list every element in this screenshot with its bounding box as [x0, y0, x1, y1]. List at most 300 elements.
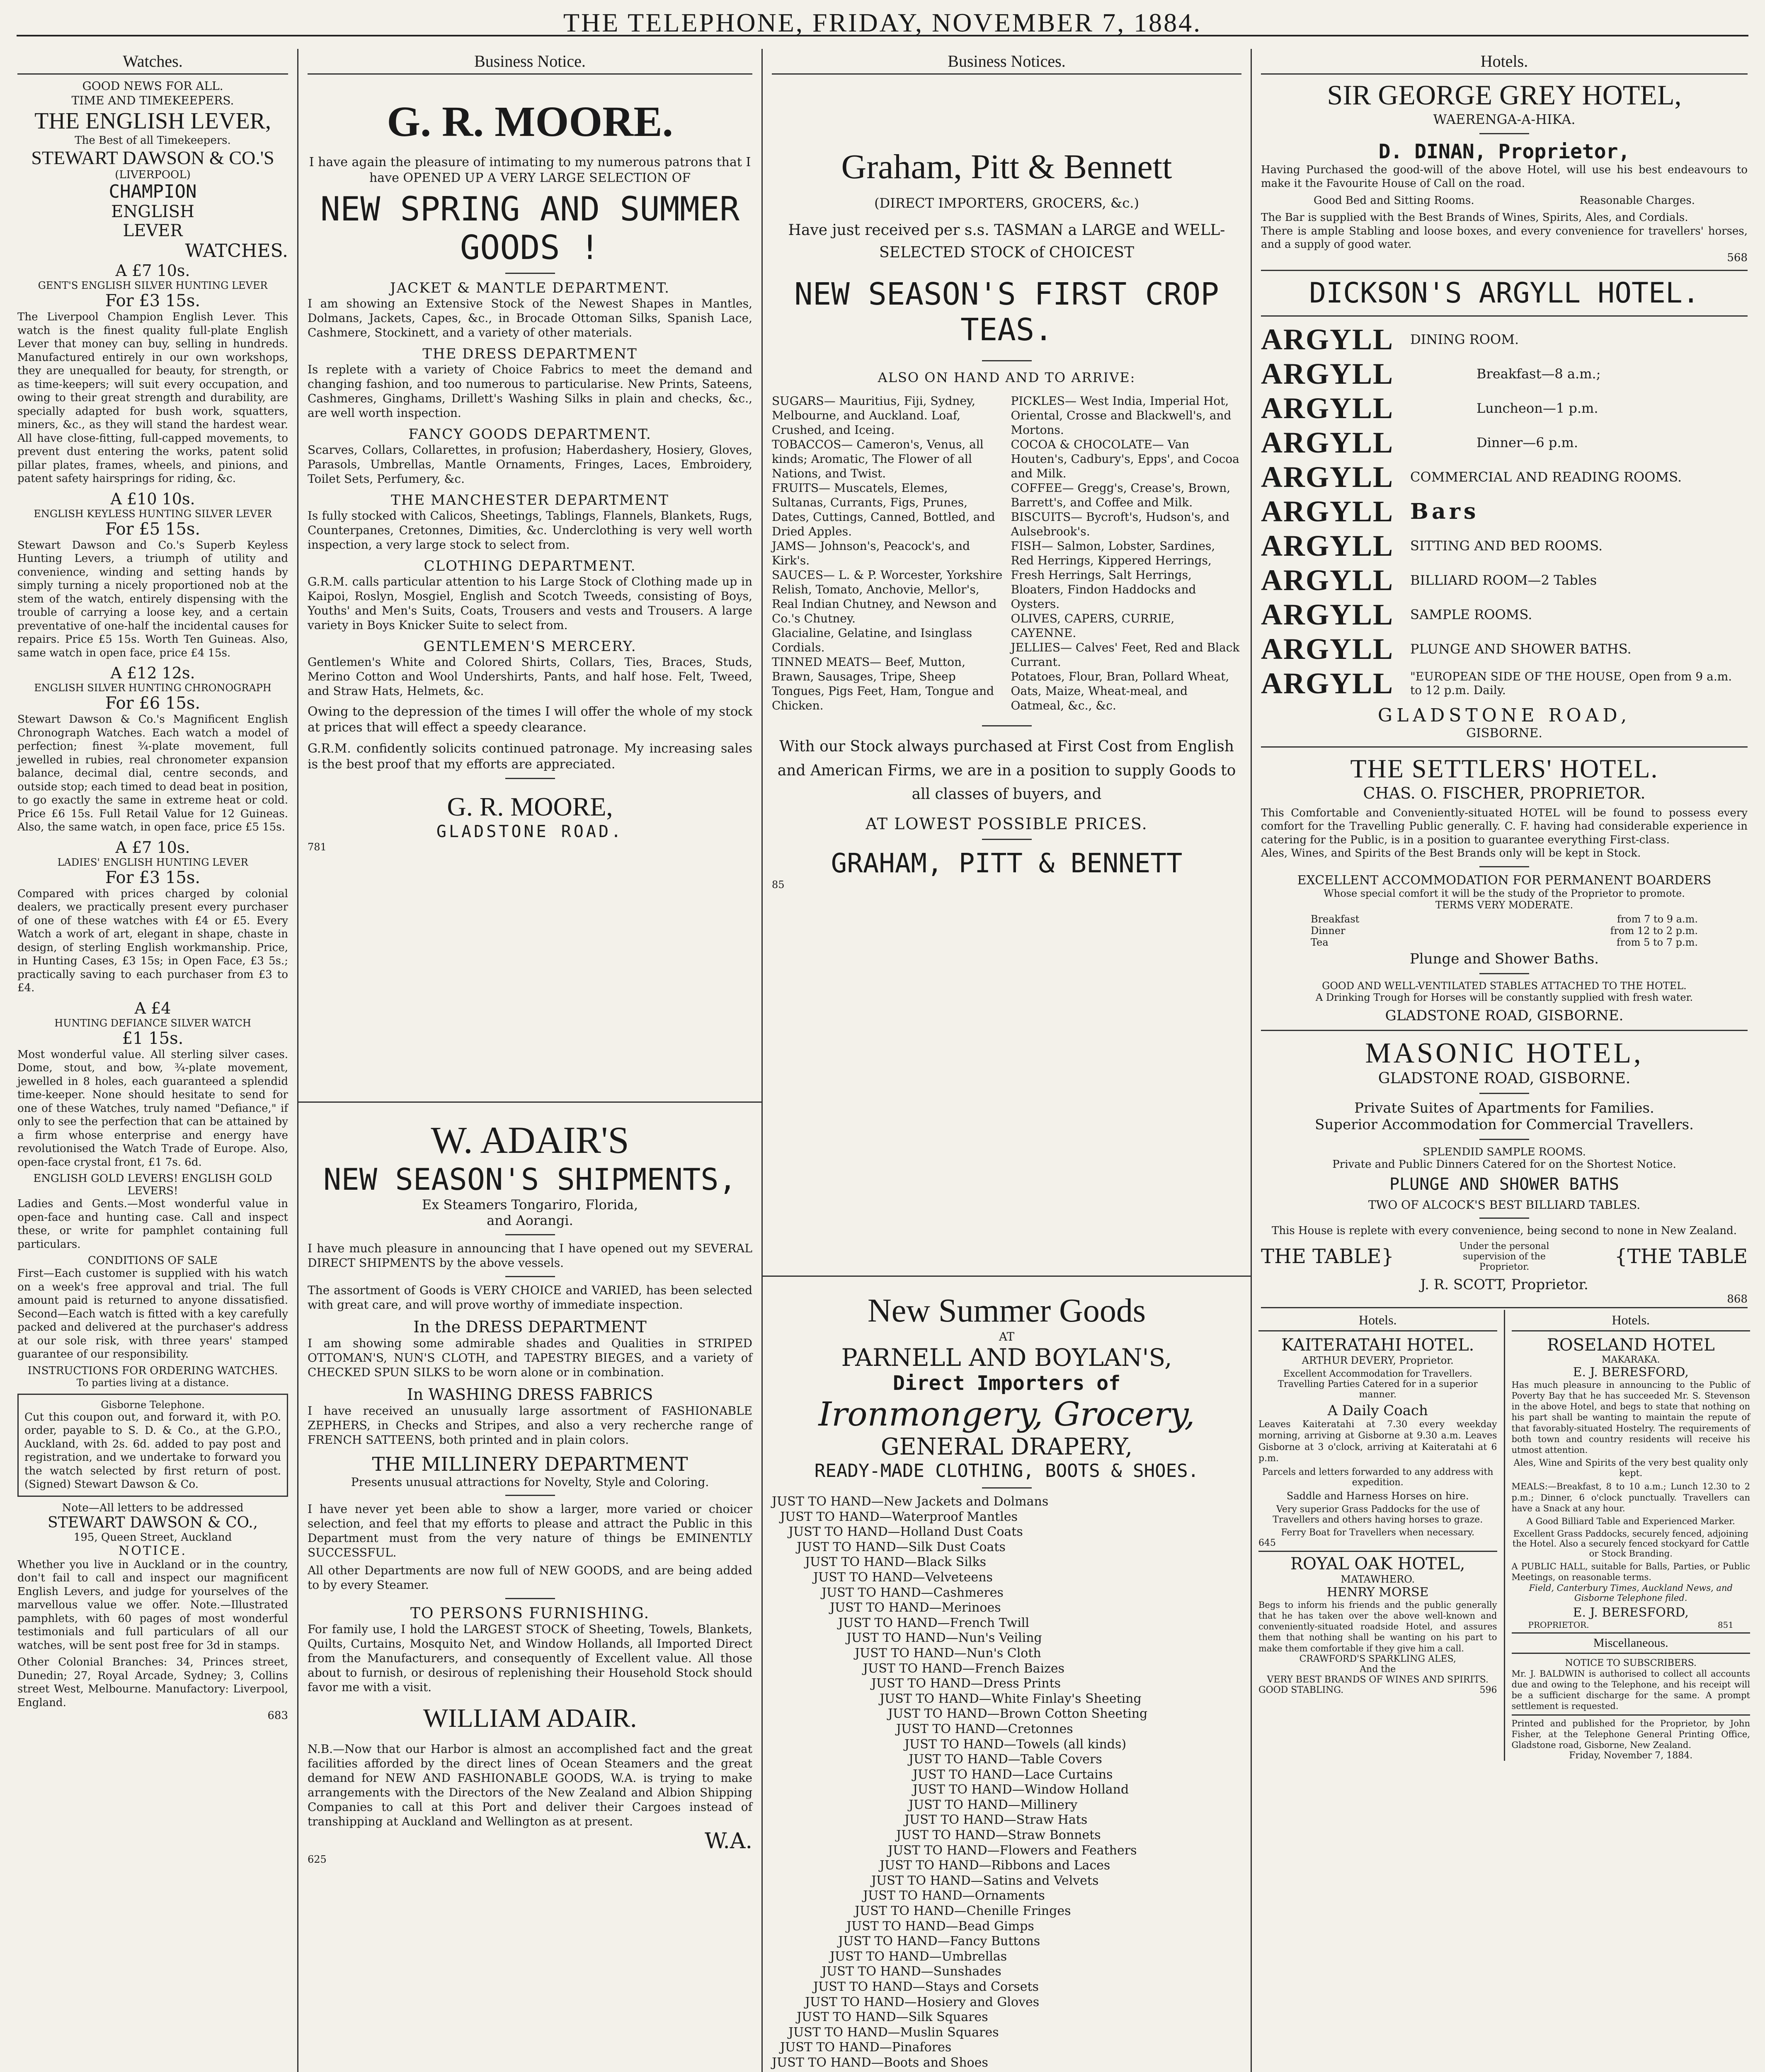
price-for: For £6 15s. [105, 694, 201, 713]
hotel-body: MEALS:—Breakfast, 8 to 10 a.m.; Lunch 12.30 to 2 p.m.; Dinner, 6 o'clock punctually. Travellers can have a Snack at any hour. [1511, 1481, 1750, 1513]
goods-item: PICKLES— West India, Imperial Hot, Oriental, Crosse and Blackwell's, and Mortons. [1011, 394, 1232, 437]
hotel-body: Parcels and letters forwarded to any address with expedition. [1262, 1467, 1493, 1488]
section-body: I am showing some admirable shades and Qualities in STRIPED OTTOMAN'S, NUN'S CLOTH, and TAPESTRY BIEGES, and a variety of CHECKED SPUN SILKS to be worn alone or in combination. [308, 1336, 752, 1379]
ad-body: Ladies and Gents.—Most wonderful value in open-face and hunting case. Call and inspect these, or write for pamphlet containing full particulars. [17, 1198, 288, 1251]
ad-number: 868 [1727, 1293, 1748, 1305]
ad-body: AT LOWEST POSSIBLE PRICES. [866, 814, 1148, 833]
price-desc: ENGLISH KEYLESS HUNTING SILVER LEVER [34, 508, 272, 520]
section-title: In the DRESS DEPARTMENT [413, 1318, 647, 1336]
divider [505, 1598, 555, 1599]
hotel-proprietor: HENRY MORSE [1326, 1585, 1429, 1600]
hotel-title: ROSELAND HOTEL [1547, 1335, 1715, 1355]
hotel-body: This House is replete with every convenience, being second to none in New Zealand. [1272, 1224, 1737, 1237]
section-title: In WASHING DRESS FABRICS [407, 1385, 653, 1404]
hotel-body: Ferry Boat for Travellers when necessary. [1281, 1527, 1475, 1538]
hotel-body: Private and Public Dinners Catered for on the Shortest Notice. [1332, 1158, 1676, 1171]
section-title: CLOTHING DEPARTMENT. [424, 558, 636, 574]
argyll-row [1261, 426, 1748, 460]
price-for: For £3 15s. [105, 291, 201, 310]
price-original: A £12 12s. [110, 664, 195, 682]
list-item: JUST TO HAND—Merinoes [830, 1600, 1001, 1615]
list-item: JUST TO HAND—Nun's Veiling [846, 1631, 1042, 1646]
hotel-body: Travelling Parties Catered for in a superior manner. [1278, 1379, 1478, 1400]
adair-ad [298, 1110, 761, 2072]
hotel-place: MAKARAKA. [1601, 1354, 1660, 1365]
ad-address: GLADSTONE ROAD. [436, 822, 624, 841]
hotel-body: There is ample Stabling and loose boxes, and every convenience for travellers' horses, and a supply of good water. [1261, 225, 1748, 251]
ad-subhead: CONDITIONS OF SALE [87, 1254, 218, 1267]
ad-line: Direct Importers of [892, 1372, 1121, 1395]
hotel-proprietor: D. DINAN, Proprietor, [1378, 140, 1630, 163]
hotel-body: CRAWFORD'S SPARKLING ALES, [1299, 1653, 1456, 1664]
divider [298, 1101, 761, 1103]
list-item: JUST TO HAND—Satins and Velvets [871, 1873, 1099, 1888]
divider [1479, 866, 1529, 867]
list-item: JUST TO HAND—Black Silks [805, 1555, 987, 1570]
argyll-word: ARGYLL [1261, 357, 1394, 390]
ad-body: Owing to the depression of the times I will offer the whole of my stock at prices that will effect a speedy clearance. [308, 704, 752, 735]
divider [505, 273, 555, 274]
hotel-proprietor: E. J. BERESFORD, [1573, 1365, 1689, 1380]
argyll-word: ARGYLL [1261, 598, 1394, 631]
printer-date: Friday, November 7, 1884. [1569, 1750, 1693, 1761]
printer-imprint: Printed and published for the Proprietor, by John Fisher, at the Telephone General Printing Office, Gladstone road, Gisborne, New Zealand. [1511, 1718, 1750, 1750]
ad-line: To parties living at a distance. [76, 1377, 229, 1389]
parnell-boylan-ad [763, 1284, 1251, 2072]
divider [1479, 1093, 1529, 1094]
hotel-body: Ales, Wines, and Spirits of the Best Brands only will be kept in Stock. [1261, 847, 1641, 859]
argyll-row [1261, 322, 1748, 357]
hotel-title: KAITERATAHI HOTEL. [1281, 1335, 1474, 1355]
list-item: JUST TO HAND—Bead Gimps [846, 1919, 1034, 1934]
divider [505, 1495, 555, 1496]
argyll-word: ARGYLL [1261, 322, 1394, 356]
list-item: JUST TO HAND—Sunshades [822, 1964, 1001, 1979]
notice-body: Mr. J. BALDWIN is authorised to collect all accounts due and owing to the Telephone, and his receipt will be a sufficient discharge for the same. A prompt settlement is requested. [1511, 1668, 1750, 1711]
list-item: JUST TO HAND—Cretonnes [896, 1721, 1073, 1736]
list-item: JUST TO HAND—New Jackets and Dolmans [772, 1494, 1049, 1509]
ad-headline: Ironmongery, Grocery, [818, 1395, 1195, 1433]
roseland-ad [1505, 1310, 1757, 1761]
divider [1512, 1714, 1750, 1716]
hotel-address: GLADSTONE ROAD, [1377, 704, 1631, 726]
hotel-body: Saddle and Harness Horses on hire. [1286, 1490, 1469, 1502]
argyll-text: SITTING AND BED ROOMS. [1410, 538, 1603, 554]
list-item: JUST TO HAND—Straw Hats [904, 1813, 1088, 1828]
divider [505, 1276, 555, 1277]
table-mid: Under the personal supervision of the Proprietor. [1459, 1241, 1549, 1272]
argyll-word: ARGYLL [1261, 529, 1394, 562]
hotel-body: SPLENDID SAMPLE ROOMS. [1423, 1145, 1586, 1158]
ad-subhead: INSTRUCTIONS FOR ORDERING WATCHES. [27, 1364, 278, 1377]
section-body: G.R.M. calls particular attention to his Large Stock of Clothing made up in Kaipoi, Roslyn, Mosgiel, English and Scotch Tweeds, consisting of Boys, Youths' and Men's Suits, Coats, Trousers and vests and Trousers. A large variety in Boys Knicker Suite to select from. [308, 575, 752, 632]
ad-body: N.B.—Now that our Harbor is almost an accomplished fact and the great facilities afforded by the direct lines of Ocean Steamers and the great demand for NEW AND FASHIONABLE GOODS, W.A. is trying to make arrangements with the Directors of the New Zealand and Albion Shipping Companies to call at this Port and deliver their Cargoes instead of transhipping at Auckland and Wellington as at present. [308, 1742, 752, 1828]
list-item: JUST TO HAND—Velveteens [813, 1570, 993, 1585]
ad-line: and Aorangi. [487, 1213, 573, 1228]
list-item: JUST TO HAND—Silk Squares [797, 2010, 988, 2025]
meal-time: from 12 to 2 p.m. [1610, 925, 1698, 937]
list-item: JUST TO HAND—Fancy Buttons [838, 1934, 1040, 1949]
list-item: JUST TO HAND—Stays and Corsets [813, 1980, 1039, 1994]
ad-title: G. R. MOORE. [387, 98, 673, 145]
section-body: Is replete with a variety of Choice Fabrics to meet the demand and changing fashion, and too numerous to particularise. New Prints, Sateens, Cashmeres, Ginghams, Drillett's Washing Silks in plain and checks, &c., are well worth inspection. [308, 363, 752, 420]
list-item: JUST TO HAND—Silk Dust Coats [797, 1539, 1006, 1554]
divider [1479, 973, 1529, 974]
hotel-body: Ales, Wine and Spirits of the very best quality only kept. [1513, 1458, 1748, 1479]
list-item: JUST TO HAND—French Baizes [863, 1661, 1065, 1676]
section-body: I have received an unusually large assortment of FASHIONABLE ZEPHERS, in Checks and Stripes, and also a very recherche range of FRENCH SATTEENS, both printed and in plain colors. [308, 1404, 752, 1447]
hotel-body: A Good Billiard Table and Experienced Marker. [1526, 1516, 1735, 1526]
ad-address: STEWART DAWSON & CO., [48, 1514, 258, 1531]
hotel-title: MASONIC HOTEL, [1365, 1037, 1644, 1069]
price-original: A £7 10s. [115, 838, 190, 857]
hotel-body: Field, Canterbury Times, Auckland News, and Gisborne Telephone filed. [1529, 1583, 1733, 1603]
list-item: JUST TO HAND—Straw Bonnets [896, 1828, 1101, 1843]
ad-number: 851 [1717, 1619, 1733, 1630]
column-header-hotels-left: Hotels. [1258, 1310, 1497, 1331]
divider [982, 839, 1032, 840]
ad-brand: STEWART DAWSON & CO.'S [31, 147, 274, 168]
ad-subtitle: (DIRECT IMPORTERS, GROCERS, &c.) [874, 195, 1139, 211]
meal-row [1311, 913, 1698, 925]
meal-time: from 7 to 9 a.m. [1617, 913, 1698, 925]
ad-line: READY-MADE CLOTHING, BOOTS & SHOES. [814, 1460, 1199, 1481]
goods-item: FISH— Salmon, Lobster, Sardines, Red Herrings, Kippered Herrings, Fresh Herrings, Salt Herrings, Bloaters, Findon Haddocks and Oysters. [1011, 539, 1215, 611]
ad-headline: NEW SPRING AND SUMMER GOODS ! [320, 190, 740, 267]
section-title: FANCY GOODS DEPARTMENT. [408, 426, 652, 443]
hotel-body: Private Suites of Apartments for Families. [1354, 1099, 1654, 1116]
section-body: Presents unusual attractions for Novelty, Style and Coloring. [351, 1475, 709, 1489]
goods-item: SAUCES— L. & P. Worcester, Yorkshire Relish, Tomato, Anchovie, Mellor's, Real Indian Chutney, and Newson and Co.'s Chutney. [772, 568, 1003, 625]
goods-list-right [1011, 394, 1242, 713]
ad-signature: G. R. MOORE, [447, 792, 613, 821]
ad-line: TIME AND TIMEKEEPERS. [71, 94, 234, 107]
argyll-row [1261, 529, 1748, 563]
ad-line: ENGLISH [111, 202, 194, 221]
argyll-row [1261, 666, 1748, 701]
column-header-watches: Watches. [17, 49, 288, 75]
ad-line: Ex Steamers Tongariro, Florida, [422, 1197, 638, 1213]
argyll-text: COMMERCIAL AND READING ROOMS. [1410, 469, 1682, 485]
ad-body: Other Colonial Branches: 34, Princes street, Dunedin; 27, Royal Arcade, Sydney; 3, Collins street West, Melbourne. Manufactory: Liverpool, England. [17, 1656, 288, 1709]
divider [982, 1487, 1032, 1489]
hotel-title: THE SETTLERS' HOTEL. [1350, 753, 1658, 783]
list-item: JUST TO HAND—Brown Cotton Sheeting [888, 1706, 1148, 1721]
hotel-body: A PUBLIC HALL, suitable for Balls, Parties, or Public Meetings, on reasonable terms. [1511, 1561, 1750, 1583]
ad-signature: WILLIAM ADAIR. [423, 1703, 637, 1733]
argyll-text: Luncheon—1 p.m. [1476, 400, 1598, 416]
price-for: For £5 15s. [105, 519, 201, 539]
divider [763, 1276, 1251, 1277]
argyll-word: ARGYLL [1261, 632, 1394, 666]
section-title: THE DRESS DEPARTMENT [422, 346, 638, 362]
argyll-text: "EUROPEAN SIDE OF THE HOUSE, Open from 9 a.m. to 12 p.m. Daily. [1410, 670, 1732, 697]
section-body: I am showing an Extensive Stock of the Newest Shapes in Mantles, Dolmans, Jackets, Capes, &c., in Brocade Ottoman Silks, Spanish Lace, Cashmere, Stockinett, and a variety of other materials. [308, 297, 752, 339]
just-to-hand-list [772, 1494, 1241, 2071]
ad-line: GOOD NEWS FOR ALL. [82, 79, 223, 93]
argyll-row [1261, 391, 1748, 426]
column-header-miscellaneous-right: Miscellaneous. [1512, 1632, 1750, 1654]
list-item: JUST TO HAND—Boots and Shoes [772, 2055, 988, 2070]
ad-name: PARNELL AND BOYLAN'S, [841, 1343, 1172, 1372]
hotel-proprietor: ARTHUR DEVERY, Proprietor. [1302, 1354, 1454, 1366]
goods-item: SUGARS— Mauritius, Fiji, Sydney, Melbourne, and Auckland. Loaf, Crushed, and Iceing. [772, 394, 976, 437]
list-item: JUST TO HAND—Umbrellas [830, 1949, 1007, 1964]
divider [1479, 1139, 1529, 1140]
coupon-body: Cut this coupon out, and forward it, with P.O. order, payable to S. D. & Co., at the G.P.O., Auckland, with 2s. 6d. added to pay post and registration, and we undertake to forward you the watch selected by first return of post. (Signed) Stewart Dawson & Co. [24, 1411, 281, 1491]
list-item: JUST TO HAND—Cashmeres [822, 1585, 1004, 1600]
price-desc: HUNTING DEFIANCE SILVER WATCH [54, 1017, 251, 1029]
goods-item: COCOA & CHOCOLATE— Van Houten's, Cadbury's, Epps', and Cocoa and Milk. [1011, 438, 1239, 480]
argyll-text: PLUNGE AND SHOWER BATHS. [1410, 641, 1632, 657]
goods-item: BISCUITS— Bycroft's, Hudson's, and Aulsebrook's. [1011, 510, 1230, 538]
hotel-body: EXCELLENT ACCOMMODATION FOR PERMANENT BOARDERS [1297, 873, 1712, 888]
gpb-ad [763, 80, 1251, 1274]
column-business-notice [298, 49, 763, 2072]
hotel-body: TERMS VERY MODERATE. [1435, 899, 1573, 911]
list-item: JUST TO HAND—Holland Dust Coats [788, 1525, 1023, 1539]
ad-line: Note—All letters to be addressed [62, 1501, 244, 1514]
hotel-proprietor: CHAS. O. FISCHER, PROPRIETOR. [1363, 784, 1646, 802]
goods-item: JAMS— Johnson's, Peacock's, and Kirk's. [772, 539, 970, 567]
goods-item: TOBACCOS— Cameron's, Venus, all kinds; Aromatic, The Flower of all Nations, and Twist. [772, 438, 984, 480]
divider [1479, 133, 1529, 134]
ad-number: 568 [1727, 251, 1748, 264]
list-item: JUST TO HAND—Towels (all kinds) [904, 1737, 1127, 1752]
ad-line: CHAMPION [109, 181, 197, 202]
ad-line: The Best of all Timekeepers. [75, 134, 231, 147]
small-hotels [1252, 1310, 1757, 1761]
goods-item: Potatoes, Flour, Bran, Pollard Wheat, Oats, Maize, Wheat-meal, and Oatmeal, &c., &c. [1011, 670, 1229, 712]
column-watches [8, 49, 298, 2072]
price-desc: GENT'S ENGLISH SILVER HUNTING LEVER [38, 280, 268, 291]
column-hotels [1252, 49, 1757, 2072]
newspaper-title: THE TELEPHONE, FRIDAY, NOVEMBER 7, 1884. [563, 8, 1202, 37]
goods-list [772, 394, 1241, 713]
list-item: JUST TO HAND—Millinery [909, 1797, 1078, 1812]
section-title: THE MILLINERY DEPARTMENT [372, 1453, 688, 1475]
hotel-body: PLUNGE AND SHOWER BATHS [1389, 1174, 1619, 1194]
divider [1261, 746, 1748, 748]
list-item: JUST TO HAND—Chenille Fringes [855, 1904, 1071, 1919]
ad-signature: GRAHAM, PITT & BENNETT [831, 848, 1183, 879]
ad-line: WATCHES. [185, 240, 288, 261]
hotel-body: Very superior Grass Paddocks for the use of Travellers and others having horses to graze. [1273, 1504, 1483, 1525]
ad-body: Compared with prices charged by colonial dealers, we practically present every purchaser of one of these watches with £4 or £5. Every Watch a work of art, elegant in shape, chaste in design, of sterling English workmanship. Price, in Hunting Cases, £3 15s; in Open Face, £3 5s.; practically saving to each purchaser from £3 to £4. [17, 887, 288, 994]
ad-headline: NEW SEASON'S SHIPMENTS, [323, 1162, 737, 1197]
ad-number: 625 [308, 1854, 327, 1865]
hotel-body: Excellent Accommodation for Travellers. [1283, 1368, 1472, 1379]
ad-body: The assortment of Goods is VERY CHOICE and VARIED, has been selected with great care, and will prove worthy of immediate inspection. [308, 1283, 752, 1312]
goods-item: OLIVES, CAPERS, CURRIE, CAYENNE. [1011, 612, 1175, 640]
hotel-body: VERY BEST BRANDS OF WINES AND SPIRITS. [1267, 1674, 1489, 1685]
goods-item: TINNED MEATS— Beef, Mutton, Brawn, Sausages, Tripe, Sheep Tongues, Pigs Feet, Ham, Tongue and Chicken. [772, 655, 994, 712]
price-original: A £10 10s. [110, 489, 195, 508]
argyll-row [1261, 563, 1748, 598]
meal-name: Breakfast [1311, 913, 1360, 925]
argyll-text: Bars [1410, 499, 1479, 524]
kaiteratahi-ad [1252, 1310, 1505, 1761]
hotel-place: WAERENGA-A-HIKA. [1433, 111, 1576, 127]
list-item: JUST TO HAND—Waterproof Mantles [780, 1509, 1018, 1524]
divider [505, 1234, 555, 1235]
argyll-text: Dinner—6 p.m. [1476, 435, 1578, 450]
hotel-body: Plunge and Shower Baths. [1410, 950, 1599, 967]
hotel-place: MATAWHERO. [1341, 1573, 1415, 1585]
ad-body: First—Each customer is supplied with his watch on a week's free approval and trial. The full amount paid is returned to anyone dissatisfied. Second—Each watch is fitted with a key carefully packed and delivered at the purchaser's address at our sole risk, with three years' stamped guarantee of our responsibility. [17, 1267, 288, 1360]
hotel-body: The Bar is supplied with the Best Brands of Wines, Spirits, Ales, and Cordials. [1261, 211, 1688, 224]
list-item: JUST TO HAND—Dress Prints [871, 1676, 1061, 1691]
section-body: Is fully stocked with Calicos, Sheetings, Tablings, Flannels, Blankets, Rugs, Counterpanes, Cretonnes, Dimities, &c. Underclothing is very well worth inspection, a very large stock to select from. [308, 509, 752, 552]
goods-list-left [772, 394, 1003, 713]
hotel-signature: E. J. BERESFORD, [1573, 1605, 1689, 1620]
table-banner [1261, 1241, 1748, 1272]
ad-body: With our Stock always purchased at First Cost from English and American Firms, we are in a position to supply Goods to all classes of buyers, and [777, 738, 1236, 803]
ad-number: 683 [267, 1709, 288, 1722]
ad-body: G.R.M. confidently solicits continued patronage. My increasing sales is the best proof that my efforts are appreciated. [308, 741, 752, 772]
price-desc: LADIES' ENGLISH HUNTING LEVER [57, 856, 248, 868]
argyll-word: ARGYLL [1261, 563, 1394, 597]
hotel-body: Superior Accommodation for Commercial Travellers. [1315, 1116, 1694, 1133]
notice-title: NOTICE TO SUBSCRIBERS. [1565, 1658, 1697, 1668]
section-title: TO PERSONS FURNISHING. [410, 1605, 650, 1622]
goods-item: COFFEE— Gregg's, Crease's, Brown, Barrett's, and Coffee and Milk. [1011, 481, 1231, 509]
moore-ad [298, 80, 761, 1096]
column-header-hotels-right: Hotels. [1512, 1310, 1750, 1331]
divider [1479, 1218, 1529, 1219]
divider [1258, 1551, 1497, 1552]
hotel-address: GLADSTONE ROAD, GISBORNE. [1385, 1007, 1624, 1024]
hotel-body: GOOD AND WELL-VENTILATED STABLES ATTACHED TO THE HOTEL. [1322, 980, 1687, 992]
section-body: Gentlemen's White and Colored Shirts, Collars, Ties, Braces, Studs, Merino Cotton and Wool Undershirts, Pants, and half hose. Felt, Tweed, and Straw Hats, Helmets, &c. [308, 655, 752, 698]
ad-subhead: ENGLISH GOLD LEVERS! ENGLISH GOLD LEVERS! [33, 1172, 272, 1197]
divider [1261, 1307, 1748, 1308]
hotel-body: And the [1360, 1664, 1396, 1675]
ad-headline: THE ENGLISH LEVER, [34, 108, 271, 134]
ad-body: All other Departments are now full of NEW GOODS, and are being added to by every Steamer. [308, 1564, 752, 1592]
argyll-word: ARGYLL [1261, 391, 1394, 425]
list-item: JUST TO HAND—French Twill [838, 1615, 1029, 1630]
argyll-word: ARGYLL [1261, 460, 1394, 494]
price-desc: ENGLISH SILVER HUNTING CHRONOGRAPH [34, 682, 272, 694]
section-title: GENTLEMEN'S MERCERY. [423, 638, 637, 655]
hotel-feature: Good Bed and Sitting Rooms. [1313, 194, 1474, 207]
hotel-footer [1258, 1685, 1497, 1695]
ad-title: New Summer Goods [867, 1293, 1146, 1329]
meal-times [1261, 911, 1748, 951]
column-header-business-notices: Business Notices. [772, 49, 1241, 75]
divider [982, 725, 1032, 726]
hotel-body: Having Purchased the good-will of the above Hotel, will use his best endeavours to make it the Favourite House of Call on the road. [1261, 164, 1748, 190]
meal-name: Tea [1311, 936, 1329, 948]
hotel-features [1261, 194, 1748, 207]
argyll-list [1261, 322, 1748, 701]
argyll-text: SAMPLE ROOMS. [1410, 607, 1532, 622]
ad-body: I have much pleasure in announcing that I have opened out my SEVERAL DIRECT SHIPMENTS by the above vessels. [308, 1242, 752, 1270]
ad-line: GENERAL DRAPERY, [880, 1433, 1133, 1460]
argyll-text: DINING ROOM. [1410, 332, 1519, 347]
table-right: {THE TABLE [1615, 1245, 1748, 1268]
ad-line: LEVER [123, 221, 183, 240]
list-item: JUST TO HAND—Ornaments [863, 1888, 1045, 1903]
list-item: JUST TO HAND—Nun's Cloth [855, 1646, 1041, 1661]
masthead [0, 0, 1765, 46]
list-item: JUST TO HAND—Pinafores [780, 2040, 952, 2055]
ad-address: 195, Queen Street, Auckland [73, 1531, 232, 1544]
ad-body: Whether you live in Auckland or in the country, don't fail to call and inspect our magnificent English Levers, and judge for yourselves of the marvellous value we offer. Note.—Illustrated pamphlets, with 60 pages of most wonderful testimonials and full particulars of all our watches, will be sent post free for 3d in stamps. [17, 1558, 288, 1652]
meal-row [1311, 925, 1698, 937]
ad-line: (LIVERPOOL) [115, 169, 191, 181]
list-item: JUST TO HAND—Table Covers [909, 1752, 1102, 1767]
argyll-row [1261, 460, 1748, 494]
hotel-subhead: A Daily Coach [1327, 1402, 1428, 1419]
hotel-body: This Comfortable and Conveniently-situated HOTEL will be found to possess every comfort for the Travelling Public generally. C. F. having had considerable experience in catering for the Public, is in a position to guarantee everything First-class. [1261, 806, 1748, 846]
masthead-rule [17, 35, 1748, 36]
price-original: A £4 [134, 999, 171, 1017]
price-for: For £3 15s. [105, 868, 201, 887]
ad-headline: NEW SEASON'S FIRST CROP TEAS. [794, 276, 1219, 348]
list-item: JUST TO HAND—White Finlay's Sheeting [880, 1691, 1142, 1706]
hotel-feature: Reasonable Charges. [1579, 194, 1695, 207]
ad-body: Stewart Dawson & Co.'s Magnificent English Chronograph Watches. Each watch a model of perfection; finest ¾-plate movement, full jewelled in rubies, real chronometer expansion balance, decimal dial, centre seconds, and outside stop; each timed to dead beat in position, to go exactly the same in extreme heat or cold. Price £6 15s. Full Retail Value for 12 Guineas. Also, the same watch, in open face, price £5 15s. [17, 713, 288, 833]
section-title: THE MANCHESTER DEPARTMENT [391, 492, 669, 508]
table-left: THE TABLE} [1261, 1245, 1394, 1268]
ad-body: The Liverpool Champion English Lever. This watch is the finest quality full-plate English Lever that money can buy, selling in hundreds. Manufactured entirely in our own workshops, they are unequalled for beauty, for strength, or as time-keepers; will suit every occupation, and owing to their great strength and durability, are specially adapted for bush work, squatters, miners, &c., as they will stand the hardest wear. All have close-fitting, full-capped movements, to prevent dust entering the works, patent solid pillar plates, frames, wheels, and pinions, and patent safety hairsprings for riding, &c. [17, 311, 288, 485]
list-item: JUST TO HAND—Muslin Squares [788, 2025, 999, 2040]
goods-item: JELLIES— Calves' Feet, Red and Black Currant. [1011, 641, 1240, 669]
argyll-word: ARGYLL [1261, 494, 1394, 528]
ad-body: I have never yet been able to show a larger, more varied or choicer selection, and feel that my efforts to please and attract the Public in this Department must from the very nature of things be EMINENTLY SUCCESSFUL. [308, 1502, 752, 1559]
meal-name: Dinner [1311, 925, 1346, 937]
ad-body: Have just received per s.s. TASMAN a LARGE and WELL-SELECTED STOCK of CHOICEST [788, 222, 1225, 261]
price-for: £1 15s. [122, 1029, 184, 1048]
argyll-word: ARGYLL [1261, 426, 1394, 459]
hotel-body: Excellent Grass Paddocks, securely fenced, adjoining the Hotel. Also a securely fenced stockyard for Cattle or Stock Branding. [1512, 1529, 1749, 1559]
ad-body: Stewart Dawson and Co.'s Superb Keyless Hunting Levers, a triumph of utility and convenience, winding and setting hands by simply turning a nicely proportioned nob at the stem of the watch, entirely dispensing with the trouble of carrying a loose key, and a certain preventative of one-half the incidental causes for repairs. Price £5 15s. Worth Ten Guineas. Also, same watch in open face, price £4 15s. [17, 539, 288, 659]
argyll-text: Breakfast—8 a.m.; [1476, 366, 1601, 382]
column-header-hotels: Hotels. [1261, 49, 1748, 75]
argyll-row [1261, 598, 1748, 632]
ad-title: W. ADAIR'S [431, 1119, 629, 1161]
coupon-title: Gisborne Telephone. [101, 1399, 205, 1411]
hotel-footer [1512, 1620, 1750, 1630]
list-item: JUST TO HAND—Hosiery and Gloves [805, 1995, 1040, 2009]
argyll-row [1261, 632, 1748, 666]
list-item: JUST TO HAND—Window Holland [913, 1782, 1129, 1797]
hotel-body: TWO OF ALCOCK'S BEST BILLIARD TABLES. [1368, 1198, 1641, 1212]
ad-number: 645 [1258, 1537, 1276, 1548]
list-item: JUST TO HAND—Ribbons and Laces [880, 1858, 1110, 1873]
argyll-row [1261, 357, 1748, 391]
column-header-business-notice: Business Notice. [308, 49, 752, 75]
divider [505, 778, 555, 779]
section-title: JACKET & MANTLE DEPARTMENT. [390, 280, 670, 296]
hotel-body: A Drinking Trough for Horses will be constantly supplied with fresh water. [1315, 991, 1693, 1003]
hotel-title: SIR GEORGE GREY HOTEL, [1327, 79, 1682, 111]
order-coupon [17, 1394, 288, 1497]
goods-item: FRUITS— Muscatels, Elemes, Sultanas, Currants, Figs, Prunes, Dates, Cuttings, Canned, Bottled, and Dried Apples. [772, 481, 995, 538]
hotel-body: Begs to inform his friends and the public generally that he has taken over the above well-known and conveniently-situated roadside Hotel, and assures them that nothing shall be wanting on his part to make them comfortable if they give him a call. [1258, 1600, 1497, 1653]
ad-initials: W.A. [705, 1829, 752, 1854]
ad-number: 85 [772, 879, 785, 891]
divider [1261, 1030, 1748, 1031]
ad-number: 781 [308, 841, 327, 853]
ad-line: AT [999, 1330, 1015, 1343]
hotel-title: ROYAL OAK HOTEL, [1290, 1554, 1465, 1573]
argyll-text: BILLIARD ROOM—2 Tables [1410, 572, 1597, 588]
ad-number: 596 [1479, 1685, 1497, 1695]
hotel-proprietor: J. R. SCOTT, Proprietor. [1420, 1276, 1588, 1293]
